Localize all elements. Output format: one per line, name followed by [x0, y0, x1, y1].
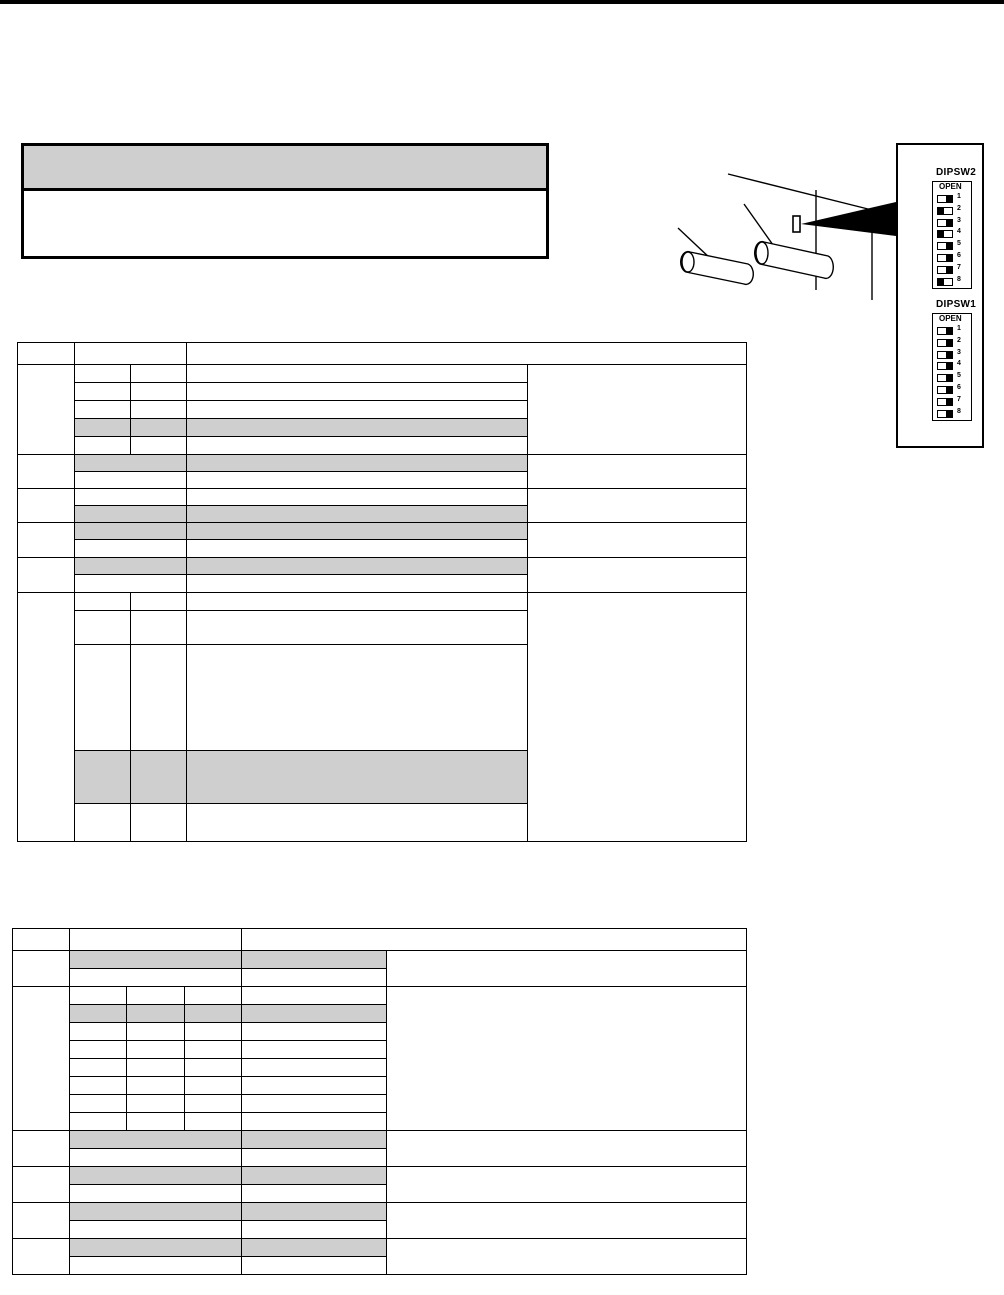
dip-switch-knob — [946, 411, 952, 417]
dip-switch-knob — [946, 196, 952, 202]
dip-switch-knob — [946, 328, 952, 334]
dip-switch-knob — [946, 387, 952, 393]
table-row — [18, 593, 747, 611]
dip-switch-number: 5 — [957, 372, 961, 380]
switch-settings-table-2 — [12, 928, 747, 1275]
table-row — [13, 1239, 747, 1257]
dip-switch-knob — [946, 255, 952, 261]
table-row — [13, 1167, 747, 1185]
dip-switch-knob — [946, 363, 952, 369]
table-row — [18, 489, 747, 506]
dip-switch-toggle — [937, 266, 953, 274]
table-row — [18, 365, 747, 383]
caution-header — [24, 146, 546, 191]
top-rule — [0, 0, 1004, 4]
dipsw2-open-label: OPEN — [939, 182, 962, 191]
dip-switch-toggle — [937, 278, 953, 286]
dip-switch-toggle — [937, 386, 953, 394]
dip-switch-knob — [946, 220, 952, 226]
dip-switch-knob — [938, 231, 944, 237]
caution-box — [21, 143, 549, 259]
dip-switch-toggle — [937, 230, 953, 238]
dip-switch-toggle — [937, 327, 953, 335]
dip-switch-knob — [946, 352, 952, 358]
dip-switch-number: 4 — [957, 360, 961, 368]
dip-switch-number: 1 — [957, 325, 961, 332]
roller-left-end — [682, 252, 694, 272]
dip-switch-number: 2 — [957, 204, 961, 212]
dip-switch-toggle — [937, 398, 953, 406]
dip-switch-knob — [946, 375, 952, 381]
dip-switch-number: 3 — [957, 216, 961, 224]
dipsw1-bank — [932, 313, 972, 421]
dipsw1-open-label: OPEN — [939, 314, 962, 323]
printer-illustration — [640, 160, 900, 310]
dipsw2-bank — [932, 181, 972, 289]
dip-switch-panel — [896, 143, 984, 448]
table-row — [18, 558, 747, 575]
table-row — [13, 1131, 747, 1149]
dip-switch-number: 3 — [957, 348, 961, 356]
dip-switch-toggle — [937, 410, 953, 418]
dipsw2-label: DIPSW2 — [936, 167, 977, 178]
dip-switch-toggle — [937, 362, 953, 370]
dip-switch-knob — [946, 243, 952, 249]
dip-switch-toggle — [937, 351, 953, 359]
table-row — [13, 1203, 747, 1221]
dip-switch-number: 6 — [957, 384, 961, 391]
dip-switch-number: 2 — [957, 336, 961, 344]
table-row — [13, 987, 747, 1005]
dip-switch-number: 7 — [957, 395, 961, 403]
dip-switch-number: 5 — [957, 240, 961, 248]
dip-switch-toggle — [937, 242, 953, 250]
dip-switch-number: 8 — [957, 275, 961, 283]
dip-switch-number: 1 — [957, 193, 961, 200]
panel-top-line — [728, 174, 872, 210]
dip-switch-knob — [946, 399, 952, 405]
dip-switch-toggle — [937, 254, 953, 262]
dip-switch-number: 6 — [957, 252, 961, 259]
switch-settings-table-1 — [17, 342, 747, 842]
dip-switch-number: 4 — [957, 228, 961, 236]
dip-switch-number: 7 — [957, 263, 961, 271]
dip-switch-knob — [938, 208, 944, 214]
dip-switch-toggle — [937, 339, 953, 347]
dip-switch-toggle — [937, 195, 953, 203]
table-row — [13, 951, 747, 969]
table-row — [18, 343, 747, 365]
zoom-wedge — [801, 202, 896, 236]
roller-right-end — [756, 242, 768, 264]
dip-switch-toggle — [937, 374, 953, 382]
dipswitch-window — [793, 216, 800, 232]
table-row — [18, 455, 747, 472]
dip-switch-toggle — [937, 207, 953, 215]
dip-switch-toggle — [937, 219, 953, 227]
dipsw1-label: DIPSW1 — [936, 299, 977, 310]
dip-switch-number: 8 — [957, 407, 961, 415]
dip-switch-knob — [946, 340, 952, 346]
table-row — [18, 523, 747, 540]
dip-switch-knob — [938, 279, 944, 285]
dip-switch-knob — [946, 267, 952, 273]
table-row — [13, 929, 747, 951]
